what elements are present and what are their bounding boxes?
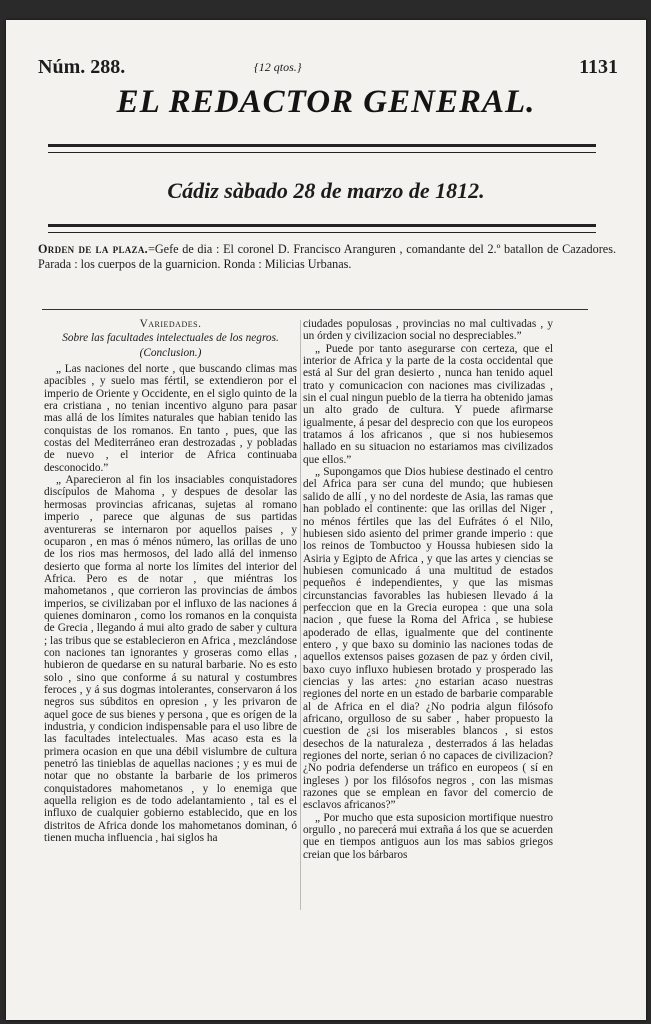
- paragraph-continuation: ciudades populosas , provincias no mal cultivadas , y un órden y civilizacion social no despreciables.”: [303, 318, 553, 343]
- paragraph: „ Aparecieron al fin los insaciables conquistadores discípulos de Mahoma , y despues de desolar las hermosas provincias africanas, sujetas al romano imperio , parece que algunas de sus partidas aventureras se internaron por aquellos paises , y ocuparon , en mas ó ménos número, las orillas de uno de los rios mas hermosos, del lado allá del inmenso desierto que forma al norte los límites del interior del Africa. Pero es de notar , que miéntras los mahometanos , que corrieron las provincias de ámbos imperios, se civilizaban por el influxo de las naciones á quienes dominaron , como los romanos en la conquista de Grecia , llegando á mui alto grado de saber y cultura ; las tribus que se establecieron en Africa , mezclándose con naciones tan ignorantes y groseras como ellas , hubieron de quedarse en su natural barbarie. No es esto solo , sino que conforme á su natural y costumbres feroces , y á sus dogmas intolerantes, conservaron á los negros sus súbditos en opresion , y les privaron de aquel goce de sus bienes y persona , que es orígen de la industria, y condicion indispensable para el uso libre de las facultades intelectuales. Mas acaso esta es la primera ocasion en que una débil vislumbre de cultura penetró las tinieblas de aquellas naciones ; y es mui de notar que no obstante la barbarie de los primeros conquistadores mahometanos , y lo enemiga que aquella religion es de todo adelantamiento , tal es el influxo de cualquier gobierno establecido, que en los distritos de Africa donde los mahometanos dominan, ó tienen mucha influencia , hai siglos ha: [44, 474, 297, 845]
- section-rule: [42, 309, 588, 310]
- bottom-double-rule: [48, 224, 596, 233]
- paragraph: „ Las naciones del norte , que buscando climas mas apacibles , y suelo mas fértil, se extendieron por el imperio de Oriente y Occidente, en el siglo quinto de la era cristiana , no tenian incentivo alguno para pasar mas allá de los límites naturales que habian tenido las conquistas de los romanos. En tanto , pues, que las costas del Mediterráneo eran destrozadas , y pobladas de nuevo , el interior de Africa continuaba desconocido.”: [44, 363, 297, 474]
- section-heading: Variedades.: [139, 318, 202, 330]
- article-conclusion-label: (Conclusion.): [139, 346, 202, 359]
- paragraph: „ Puede por tanto asegurarse con certeza, que el interior de Africa y la parte de la costa occidental que está al Sur del gran desierto , nunca han tenido aquel trato y comunicacion con naciones mas civilizadas , sin el cual ningun pueblo de la tierra ha obtenido jamas un alto grado de cultura. Y puede afirmarse igualmente, á pesar del desprecio con que los europeos tratamos á los africanos , que si nos hubiesemos hallado en su situacion no estariamos mas civilizados que ellos.”: [303, 342, 553, 466]
- orden-de-la-plaza: [38, 242, 616, 271]
- format-note: {12 qtos.}: [254, 60, 302, 74]
- orden-label: Orden de la plaza.: [38, 242, 148, 256]
- page-number: 1131: [579, 56, 618, 78]
- left-column: [44, 318, 297, 844]
- top-double-rule: [48, 144, 596, 153]
- paragraph: „ Supongamos que Dios hubiese destinado el centro del Africa para ser cuna del mundo; que hubiesen salido de allí , y no del nordeste de Asia, las ramas que han poblado el continente: que las orillas del Niger , no ménos fértiles que las del Eufrátes ó el Nilo, hubiesen sido asiento del primer grande imperio : que los reinos de Tombuctoo y Houssa hubiesen sido la Asiria y Egipto de Africa , y que las artes y ciencias se hubiesen comunicado á una multitud de estados pequeños é independientes, y que las mismas circunstancias favorables las hubiesen llevado á la perfeccion que en la Grecia europea : que una sola nacion , que fuese la Roma del Africa , se hubiese apoderado de ellas, igualmente que del continente entero , y que baxo su dominio las naciones todas de aquellos extensos paises gozasen de paz y órden civil, baxo cuyo influxo hubiesen brotado y prosperado las ciencias y las artes: ¿no estarian acaso nuestras regiones del norte en un estado de barbarie comparable al de Africa en el dia? ¿No podria algun filósofo africano, orgulloso de su saber , haber propuesto la cuestion de ¿si los miserables blancos , si estos desechos de la naturaleza , desterrados á las heladas regiones del norte, serian ó no capaces de civilizacion? ¿No podria defenderse un tráfico en europeos ( sí en ingleses ) por los filósofos negros , con las mismas razones que se emplean en favor del comercio de esclavos africanos?”: [303, 466, 553, 812]
- newspaper-title: EL REDACTOR GENERAL.: [116, 84, 536, 120]
- right-column: [303, 318, 553, 861]
- article-subtitle: Sobre las facultades intelectuales de los negros.: [62, 332, 279, 345]
- paragraph: „ Por mucho que esta suposicion mortifique nuestro orgullo , no parecerá mui extraña á los que se acuerden que en tiempos antiguos aun los mas sabios griegos creian que los bárbaros: [303, 811, 553, 861]
- orden-text: =Gefe de dia : El coronel D. Francisco Aranguren , comandante del 2.º batallon de Cazadores. Parada : los cuerpos de la guarnicion. Ronda : Milicias Urbanas.: [38, 242, 616, 271]
- issue-number: Núm. 288.: [38, 56, 126, 78]
- masthead-row: [38, 56, 618, 86]
- dateline: Cádiz sàbado 28 de marzo de 1812.: [167, 178, 485, 203]
- newspaper-page: [6, 20, 646, 1020]
- column-divider: [300, 320, 301, 910]
